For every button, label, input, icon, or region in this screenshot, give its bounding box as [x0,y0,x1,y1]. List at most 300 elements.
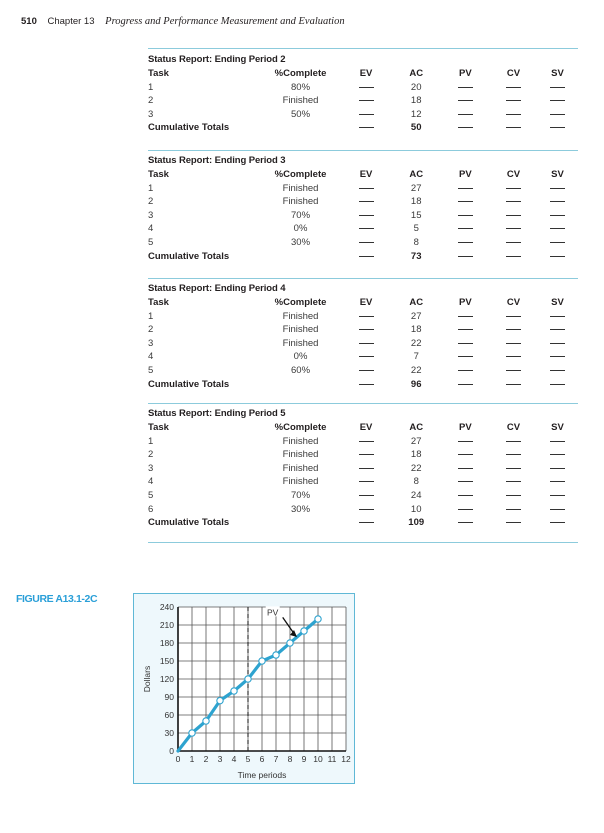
column-header-ev: EV [359,169,373,180]
ac-cell: 27 [410,182,422,194]
cv-cell [490,489,537,503]
cv-total-cell [490,516,537,530]
y-axis-label: Dollars [142,665,152,693]
blank-answer-line [506,256,521,257]
blank-answer-line [359,495,374,496]
pv-cell [441,448,490,462]
column-header-pv: PV [459,297,472,308]
table-row [148,81,578,95]
table-header-row [148,296,578,310]
sv-cell [537,108,578,122]
ac-cell: 10 [410,503,422,515]
sv-total-cell [537,516,578,530]
task-cell: 2 [148,196,154,208]
column-header-cv: CV [506,297,521,308]
column-header-task: Task [148,422,169,433]
column-header-pv: PV [459,169,472,180]
blank-answer-line [506,114,521,115]
complete-cell: 30% [291,503,311,515]
y-tick-label: 30 [164,728,174,738]
status-report-period-4 [148,281,578,391]
pv-cell [441,435,490,449]
x-tick-label: 8 [287,754,293,764]
pv-total-cell [441,250,490,264]
pv-cell [441,337,490,351]
report-title: Status Report: Ending Period 2 [148,54,286,65]
x-axis-label: Time periods [237,770,287,780]
pv-cell [441,475,490,489]
ac-cell: 12 [410,108,422,120]
x-tick-label: 5 [245,754,251,764]
blank-answer-line [550,522,565,523]
pv-data-point [301,628,307,634]
blank-answer-line [458,100,473,101]
ac-cell: 5 [413,223,419,235]
ac-cell: 22 [410,337,422,349]
blank-answer-line [359,522,374,523]
x-tick-label: 9 [301,754,307,764]
blank-answer-line [458,495,473,496]
pv-cell [441,108,490,122]
sv-cell [537,475,578,489]
figure-label: FIGURE A13.1-2C [16,593,98,605]
pv-total-cell [441,121,490,135]
page-header [21,16,345,27]
blank-answer-line [458,242,473,243]
task-cell: 2 [148,95,154,107]
cv-cell [490,182,537,196]
ac-cell: 22 [410,364,422,376]
pv-cell [441,182,490,196]
ac-total-cell: 73 [410,250,422,262]
blank-answer-line [359,370,374,371]
pv-cell [441,209,490,223]
complete-cell: 80% [291,81,311,93]
sv-cell [537,182,578,196]
table-header-row [148,168,578,182]
blank-answer-line [550,468,565,469]
blank-answer-line [506,384,521,385]
complete-cell: 70% [291,489,311,501]
pv-chart-svg [134,594,356,785]
pv-chart [133,593,355,784]
blank-answer-line [550,370,565,371]
cv-cell [490,448,537,462]
ev-cell [340,209,391,223]
table-row [148,475,578,489]
blank-answer-line [550,228,565,229]
cv-cell [490,350,537,364]
column-header-pv: PV [459,422,472,433]
y-tick-label: 210 [159,620,174,630]
blank-answer-line [506,468,521,469]
sv-cell [537,81,578,95]
cv-cell [490,310,537,324]
table-row [148,94,578,108]
column-header-pct: %Complete [274,422,327,433]
cv-total-cell [490,121,537,135]
totals-row [148,250,578,264]
cv-cell [490,94,537,108]
blank-answer-line [506,356,521,357]
blank-answer-line [506,441,521,442]
blank-answer-line [506,316,521,317]
blank-answer-line [458,215,473,216]
y-tick-label: 180 [159,638,174,648]
totals-label: Cumulative Totals [148,517,230,529]
table-row [148,236,578,250]
column-header-task: Task [148,169,169,180]
blank-answer-line [458,87,473,88]
report-title: Status Report: Ending Period 5 [148,408,286,419]
blank-answer-line [506,228,521,229]
task-cell: 4 [148,476,154,488]
status-report-period-2 [148,52,578,135]
complete-cell: Finished [282,435,319,447]
blank-answer-line [359,384,374,385]
table-row [148,364,578,378]
table-row [148,503,578,517]
blank-answer-line [359,215,374,216]
blank-answer-line [506,343,521,344]
task-cell: 5 [148,489,154,501]
cv-cell [490,337,537,351]
blank-answer-line [458,316,473,317]
blank-answer-line [506,509,521,510]
x-tick-label: 6 [259,754,265,764]
totals-label: Cumulative Totals [148,378,230,390]
cv-cell [490,81,537,95]
table-row [148,448,578,462]
task-cell: 5 [148,236,154,248]
complete-cell: Finished [282,476,319,488]
sv-total-cell [537,378,578,392]
ev-cell [340,489,391,503]
complete-cell: 60% [291,364,311,376]
sv-cell [537,323,578,337]
cv-cell [490,209,537,223]
ev-cell [340,364,391,378]
table-row [148,462,578,476]
sv-cell [537,435,578,449]
blank-answer-line [458,509,473,510]
sv-cell [537,310,578,324]
cv-cell [490,222,537,236]
blank-answer-line [550,316,565,317]
ev-cell [340,182,391,196]
task-cell: 5 [148,364,154,376]
pv-cell [441,222,490,236]
section-divider [148,150,578,151]
ac-cell: 15 [410,209,422,221]
cv-cell [490,323,537,337]
column-header-task: Task [148,297,169,308]
blank-answer-line [506,370,521,371]
sv-cell [537,489,578,503]
blank-answer-line [550,495,565,496]
x-tick-label: 3 [217,754,223,764]
column-header-cv: CV [506,169,521,180]
blank-answer-line [359,468,374,469]
column-header-sv: SV [551,68,564,79]
column-header-ac: AC [409,68,424,79]
y-tick-label: 90 [164,692,174,702]
pv-cell [441,503,490,517]
blank-answer-line [550,188,565,189]
sv-cell [537,222,578,236]
task-cell: 1 [148,81,154,93]
section-divider [148,48,578,49]
complete-cell: 70% [291,209,311,221]
ac-cell: 8 [413,476,419,488]
totals-row [148,516,578,530]
page-number: 510 [21,16,37,27]
totals-row [148,121,578,135]
sv-cell [537,462,578,476]
blank-answer-line [359,316,374,317]
y-tick-label: 60 [164,710,174,720]
blank-answer-line [506,127,521,128]
table-row [148,209,578,223]
report-title: Status Report: Ending Period 4 [148,283,286,294]
table-row [148,222,578,236]
status-table [148,421,578,530]
sv-cell [537,94,578,108]
totals-row [148,378,578,392]
column-header-ac: AC [409,297,424,308]
x-tick-label: 7 [273,754,279,764]
cv-cell [490,475,537,489]
blank-answer-line [550,87,565,88]
cv-cell [490,195,537,209]
complete-cell: Finished [282,196,319,208]
table-row [148,435,578,449]
complete-cell: 30% [291,236,311,248]
blank-answer-line [550,256,565,257]
section-divider [148,542,578,543]
cv-cell [490,236,537,250]
blank-answer-line [458,481,473,482]
y-tick-label: 0 [169,746,174,756]
pv-cell [441,236,490,250]
column-header-pct: %Complete [274,297,327,308]
ev-total-cell [340,378,391,392]
sv-cell [537,350,578,364]
blank-answer-line [506,329,521,330]
section-divider [148,403,578,404]
blank-answer-line [550,201,565,202]
ac-cell: 18 [410,196,422,208]
sv-cell [537,337,578,351]
complete-cell: Finished [282,182,319,194]
ev-cell [340,435,391,449]
task-cell: 1 [148,182,154,194]
pv-cell [441,364,490,378]
table-row [148,323,578,337]
table-row [148,108,578,122]
sv-cell [537,448,578,462]
pv-data-point [231,688,237,694]
blank-answer-line [550,114,565,115]
blank-answer-line [458,201,473,202]
cv-cell [490,435,537,449]
complete-cell: Finished [282,95,319,107]
column-header-ev: EV [359,297,373,308]
ac-total-cell: 50 [410,122,422,134]
column-header-sv: SV [551,169,564,180]
column-header-pv: PV [459,68,472,79]
chapter-title: Progress and Performance Measurement and Evaluation [105,16,345,27]
pv-cell [441,489,490,503]
section-divider [148,278,578,279]
blank-answer-line [359,329,374,330]
pv-annotation-label: PV [267,607,279,618]
blank-answer-line [359,509,374,510]
ev-total-cell [340,121,391,135]
status-table [148,296,578,391]
pv-data-point [315,616,321,622]
blank-answer-line [550,215,565,216]
blank-answer-line [550,242,565,243]
task-cell: 4 [148,223,154,235]
ev-cell [340,108,391,122]
table-row [148,310,578,324]
blank-answer-line [550,509,565,510]
ev-cell [340,195,391,209]
x-tick-label: 4 [231,754,237,764]
blank-answer-line [359,114,374,115]
complete-cell: 0% [293,223,308,235]
totals-label: Cumulative Totals [148,122,230,134]
y-tick-label: 240 [159,602,174,612]
x-tick-label: 11 [327,754,337,764]
blank-answer-line [359,188,374,189]
ac-total-cell: 96 [410,378,422,390]
x-tick-label: 2 [203,754,209,764]
blank-answer-line [458,468,473,469]
ac-cell: 24 [410,489,422,501]
ev-total-cell [340,516,391,530]
cv-cell [490,108,537,122]
blank-answer-line [550,356,565,357]
pv-cell [441,462,490,476]
table-row [148,337,578,351]
task-cell: 2 [148,449,154,461]
task-cell: 3 [148,108,154,120]
chapter-label: Chapter 13 [47,16,95,27]
blank-answer-line [550,100,565,101]
report-title: Status Report: Ending Period 3 [148,155,286,166]
blank-answer-line [506,495,521,496]
column-header-pct: %Complete [274,169,327,180]
complete-cell: Finished [282,462,319,474]
cv-cell [490,503,537,517]
pv-cell [441,195,490,209]
blank-answer-line [458,228,473,229]
pv-data-point [287,640,293,646]
pv-data-point [217,697,223,703]
blank-answer-line [506,100,521,101]
pv-cell [441,323,490,337]
blank-answer-line [458,370,473,371]
complete-cell: Finished [282,337,319,349]
blank-answer-line [458,384,473,385]
ev-cell [340,475,391,489]
task-cell: 6 [148,503,154,515]
blank-answer-line [458,522,473,523]
blank-answer-line [458,343,473,344]
ac-cell: 8 [413,236,419,248]
column-header-sv: SV [551,297,564,308]
blank-answer-line [550,127,565,128]
column-header-cv: CV [506,422,521,433]
task-cell: 3 [148,462,154,474]
ac-cell: 18 [410,95,422,107]
ev-cell [340,94,391,108]
blank-answer-line [458,127,473,128]
blank-answer-line [458,329,473,330]
sv-cell [537,236,578,250]
sv-cell [537,503,578,517]
ev-cell [340,337,391,351]
pv-total-cell [441,516,490,530]
ev-cell [340,81,391,95]
pv-total-cell [441,378,490,392]
blank-answer-line [506,215,521,216]
blank-answer-line [359,228,374,229]
cv-cell [490,364,537,378]
blank-answer-line [359,242,374,243]
blank-answer-line [550,441,565,442]
pv-data-point [245,676,251,682]
ev-cell [340,462,391,476]
ev-cell [340,222,391,236]
pv-data-point [273,652,279,658]
blank-answer-line [506,454,521,455]
cv-total-cell [490,250,537,264]
task-cell: 1 [148,310,154,322]
pv-cell [441,310,490,324]
blank-answer-line [359,201,374,202]
pv-cell [441,94,490,108]
blank-answer-line [458,114,473,115]
ac-cell: 27 [410,310,422,322]
blank-answer-line [550,481,565,482]
blank-answer-line [550,384,565,385]
blank-answer-line [506,522,521,523]
blank-answer-line [359,87,374,88]
sv-total-cell [537,250,578,264]
y-tick-label: 120 [159,674,174,684]
pv-data-point [203,718,209,724]
column-header-ev: EV [359,422,373,433]
blank-answer-line [506,188,521,189]
blank-answer-line [359,481,374,482]
ac-cell: 18 [410,449,422,461]
status-table [148,67,578,135]
table-row [148,350,578,364]
blank-answer-line [458,441,473,442]
ev-cell [340,310,391,324]
blank-answer-line [506,87,521,88]
blank-answer-line [458,256,473,257]
table-header-row [148,67,578,81]
totals-label: Cumulative Totals [148,250,230,262]
task-cell: 1 [148,435,154,447]
status-report-period-3 [148,153,578,263]
pv-data-point [189,730,195,736]
blank-answer-line [359,256,374,257]
